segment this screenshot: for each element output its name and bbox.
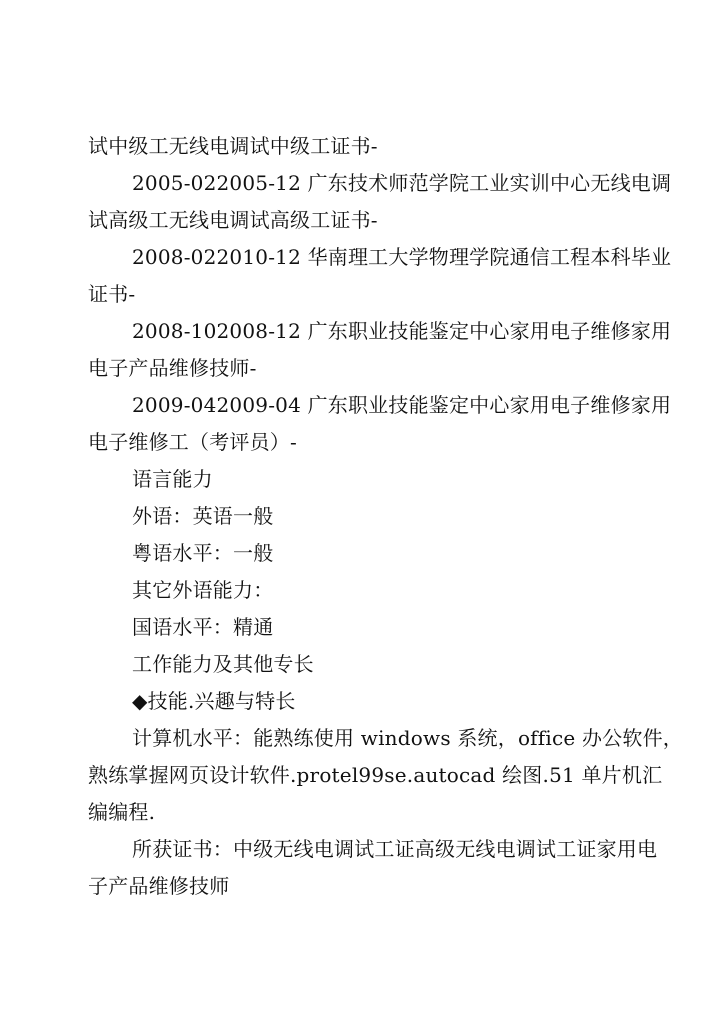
document-body: [88, 128, 683, 905]
text-line: 外语：英语一般: [132, 504, 274, 528]
section-heading-language: 语言能力: [132, 467, 213, 491]
section-heading-skills: 工作能力及其他专长: [132, 652, 314, 676]
text-line: 熟练掌握网页设计软件.protel99se.autocad 绘图.51 单片机汇: [88, 763, 663, 787]
text-line: 所获证书：中级无线电调试工证高级无线电调试工证家用电: [132, 837, 658, 861]
text-line: 电子维修工（考评员）-: [88, 430, 297, 454]
text-line: 其它外语能力：: [132, 578, 274, 602]
bullet-heading: ◆技能.兴趣与特长: [132, 689, 296, 713]
text-line: 子产品维修技师: [88, 874, 230, 898]
text-line: 电子产品维修技师-: [88, 356, 257, 380]
text-line: 试高级工无线电调试高级工证书-: [88, 208, 378, 232]
text-line: 国语水平：精通: [132, 615, 274, 639]
text-line: 证书-: [88, 282, 136, 306]
text-line: 2009-042009-04 广东职业技能鉴定中心家用电子维修家用: [132, 393, 672, 417]
text-line: 试中级工无线电调试中级工证书-: [88, 134, 378, 158]
text-line: 编编程.: [88, 800, 156, 824]
text-line: 2008-102008-12 广东职业技能鉴定中心家用电子维修家用: [132, 319, 672, 343]
text-line: 2005-022005-12 广东技术师范学院工业实训中心无线电调: [132, 171, 672, 195]
text-line: 计算机水平：能熟练使用 windows 系统，office 办公软件，: [132, 726, 683, 750]
text-line: 粤语水平：一般: [132, 541, 274, 565]
text-line: 2008-022010-12 华南理工大学物理学院通信工程本科毕业: [132, 245, 672, 269]
